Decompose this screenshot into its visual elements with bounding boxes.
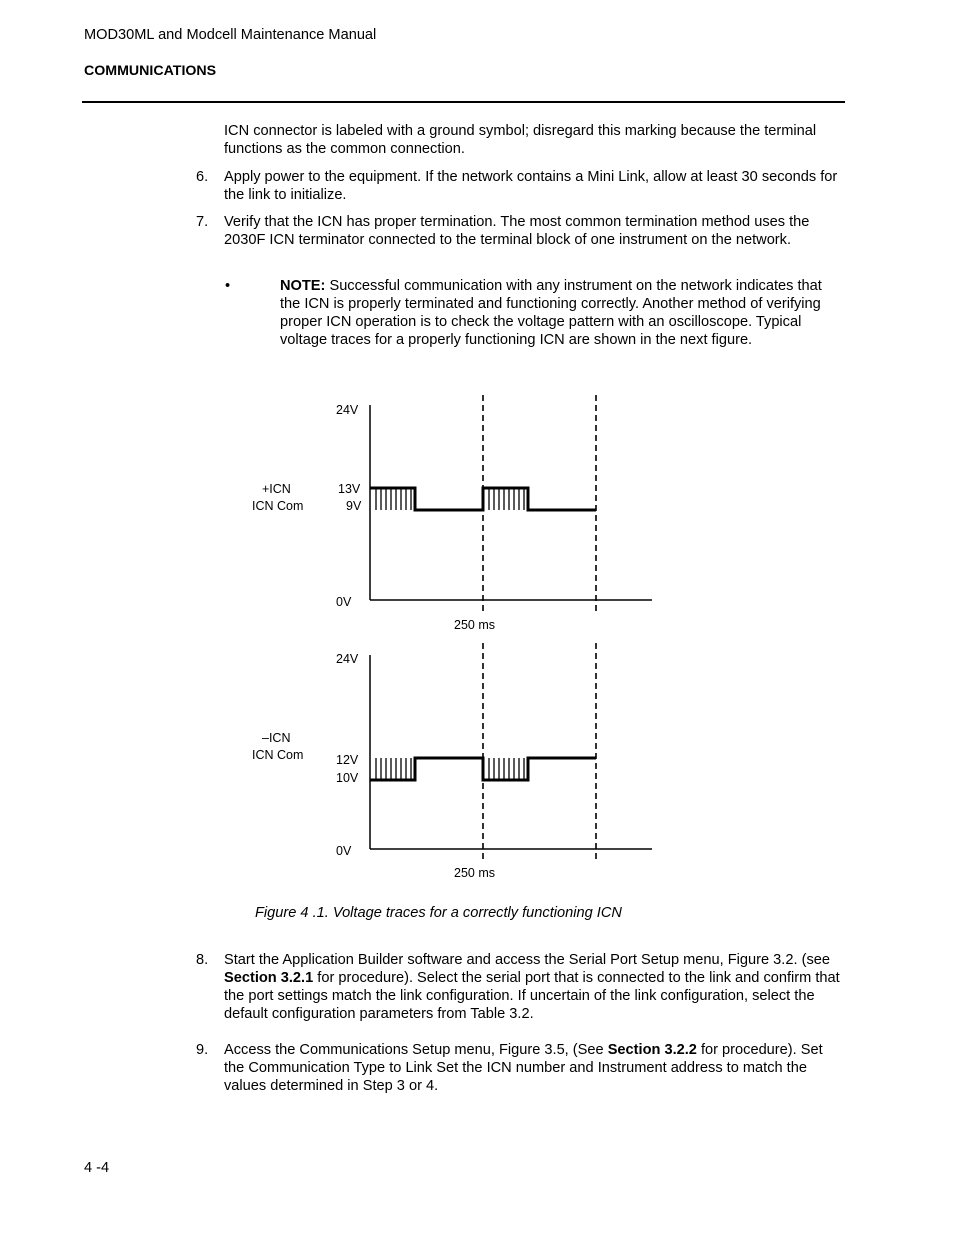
- step-6-text: Apply power to the equipment. If the network contains a Mini Link, allow at least 30 seconds for the link to initialize.: [224, 169, 838, 203]
- top-signal-label: +ICN: [262, 482, 291, 496]
- note-paragraph: [280, 277, 840, 349]
- bottom-y-label-12v: 12V: [336, 753, 359, 767]
- section-heading: COMMUNICATIONS: [84, 63, 217, 79]
- header-rule: [82, 101, 845, 103]
- top-y-label-9v: 9V: [346, 499, 362, 513]
- note-label: NOTE:: [280, 278, 326, 294]
- note-text: Successful communication with any instrument on the network indicates that the ICN is properly terminated and functioning correctly. Another method of verifying proper ICN operation is to check the voltage pattern with an oscilloscope. Typical voltage traces for a properly functioning ICN are shown in the next figure.: [280, 278, 822, 348]
- step-8-section-ref: Section 3.2.1: [224, 970, 314, 986]
- page-number: 4 -4: [84, 1160, 110, 1176]
- top-y-label-13v: 13V: [338, 482, 361, 496]
- step-8-text: [224, 951, 846, 1023]
- top-time-label: 250 ms: [454, 618, 495, 632]
- step-6-number: 6.: [196, 169, 209, 185]
- bottom-y-label-0v: 0V: [336, 844, 352, 858]
- bottom-signal-label: –ICN: [262, 731, 291, 745]
- top-y-label-24v: 24V: [336, 403, 359, 417]
- note-bullet: •: [225, 278, 231, 294]
- step-9-section-ref: Section 3.2.2: [607, 1042, 697, 1058]
- bottom-reference-label: ICN Com: [252, 748, 304, 762]
- step-7-text: Verify that the ICN has proper termination. The most common termination method uses the 2030F ICN terminator connected to the terminal block of one instrument on the network.: [224, 214, 810, 248]
- step-7-number: 7.: [196, 214, 209, 230]
- step-9-number: 9.: [196, 1042, 209, 1058]
- step-8-text-a: Start the Application Builder software and access the Serial Port Setup menu, Figure 3.2. (see: [224, 952, 830, 968]
- bottom-y-label-24v: 24V: [336, 652, 359, 666]
- continued-paragraph: ICN connector is labeled with a ground symbol; disregard this marking because the terminal functions as the common connection.: [224, 123, 817, 157]
- step-8-text-b: for procedure). Select the serial port that is connected to the link and confirm that the port settings match the link configuration. If uncertain of the link configuration, select the default configuration parameters from Table 3.2.: [224, 970, 840, 1022]
- top-y-label-0v: 0V: [336, 595, 352, 609]
- step-9-text-b: for procedure). Set the Communication Type to Link Set the ICN number and Instrument address to match the values determined in Step 3 or 4.: [224, 1042, 823, 1094]
- step-9-text: [224, 1041, 846, 1095]
- running-title: MOD30ML and Modcell Maintenance Manual: [84, 27, 377, 43]
- figure-caption: Figure 4 .1. Voltage traces for a correctly functioning ICN: [255, 905, 622, 921]
- bottom-y-label-10v: 10V: [336, 771, 359, 785]
- bottom-time-label: 250 ms: [454, 866, 495, 880]
- top-reference-label: ICN Com: [252, 499, 304, 513]
- step-9-text-a: Access the Communications Setup menu, Figure 3.5, (See: [224, 1042, 608, 1058]
- step-8-number: 8.: [196, 952, 209, 968]
- voltage-trace-figure: [230, 385, 670, 890]
